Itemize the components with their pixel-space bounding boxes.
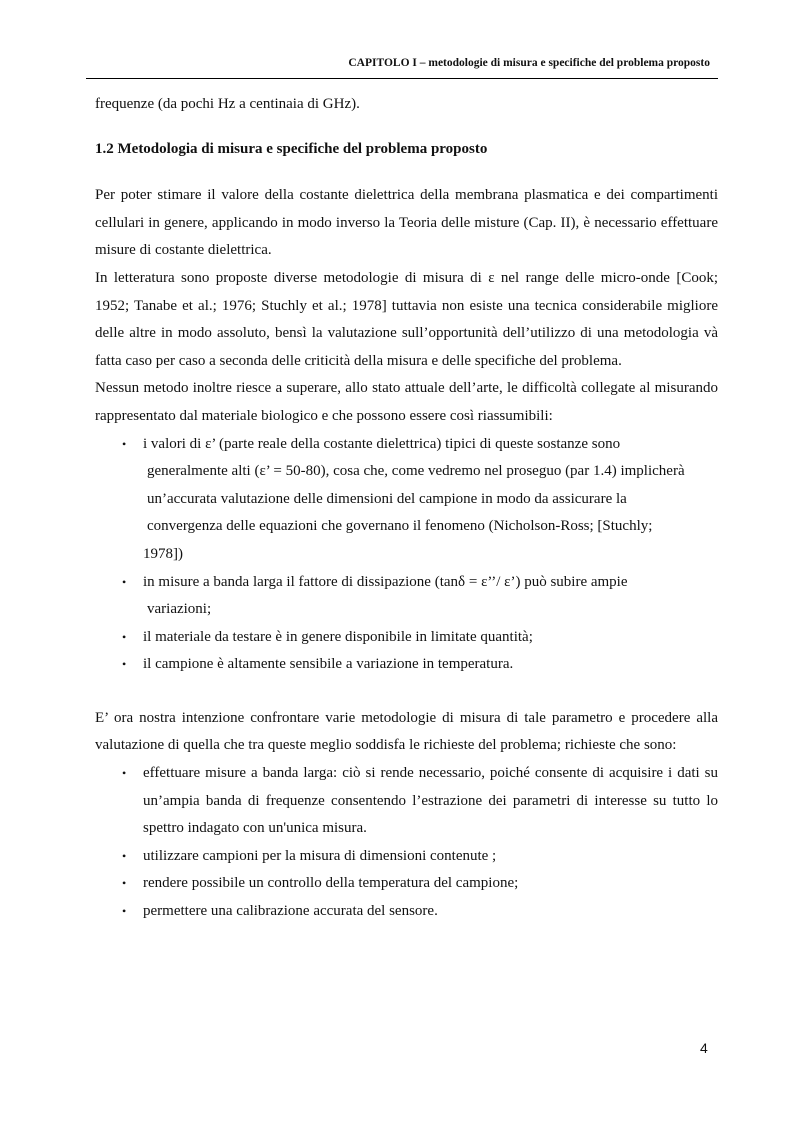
- bullet-icon: •: [122, 766, 127, 781]
- list-item-line: in misure a banda larga il fattore di dissipazione (tanδ = ε’’/ ε’) può subire ampie: [143, 573, 628, 590]
- list-item: [95, 569, 718, 624]
- difficulties-list: [95, 431, 718, 679]
- paragraph-1: Per poter stimare il valore della costante dielettrica della membrana plasmatica e dei compartimenti cellulari in genere, applicando in modo inverso la Teoria delle misture (Cap. II), è necessario effettuare misure di costante dielettrica.: [95, 187, 718, 259]
- intro-line: frequenze (da pochi Hz a centinaia di GHz).: [95, 96, 360, 112]
- list-item-line: il campione è altamente sensibile a variazione in temperatura.: [143, 656, 514, 673]
- list-item: [95, 760, 718, 843]
- list-item-text: rendere possibile un controllo della temperatura del campione;: [143, 875, 519, 892]
- list-item-line: 1978]): [143, 545, 183, 562]
- list-item-line: variazioni;: [147, 601, 212, 618]
- list-item-text: utilizzare campioni per la misura di dimensioni contenute ;: [143, 847, 497, 864]
- header-rule: [86, 78, 718, 79]
- list-item: [95, 624, 718, 652]
- bullet-icon: •: [122, 574, 127, 589]
- page-body: [95, 91, 718, 926]
- bullet-icon: •: [122, 436, 127, 451]
- page-number: 4: [700, 1040, 708, 1056]
- list-item-text: effettuare misure a banda larga: ciò si rende necessario, poiché consente di acquisire i dati su un’ampia banda di frequenze consentendo l’estrazione dei parametri di interesse su tutto lo spettro indagato con un'unica misura.: [143, 765, 718, 837]
- list-item: [95, 843, 718, 871]
- list-item: [95, 898, 718, 926]
- paragraph-2: In letteratura sono proposte diverse metodologie di misura di ε nel range delle micro-onde [Cook; 1952; Tanabe et al.; 1976; Stuchly et al.; 1978] tuttavia non esiste una tecnica considerabile migliore delle altre in modo assoluto, bensì la valutazione sull’opportunità dell’utilizzo di una metodologia và fatta caso per caso a seconda delle criticità della misura e delle specifiche del problema.: [95, 269, 718, 369]
- list-item: [95, 651, 718, 679]
- bullet-icon: •: [122, 904, 127, 919]
- list-item-text: permettere una calibrazione accurata del sensore.: [143, 903, 438, 920]
- requirements-list: [95, 760, 718, 926]
- paragraph-3: Nessun metodo inoltre riesce a superare, allo stato attuale dell’arte, le difficoltà collegate al misurando rappresentato dal materiale biologico e che possono essere così riassumibili:: [95, 380, 718, 424]
- list-item-line: convergenza delle equazioni che governano il fenomeno (Nicholson-Ross; [Stuchly;: [147, 518, 653, 535]
- running-header: CAPITOLO I – metodologie di misura e specifiche del problema proposto: [348, 57, 710, 69]
- list-item: [95, 870, 718, 898]
- list-item-line: il materiale da testare è in genere disponibile in limitate quantità;: [143, 628, 533, 645]
- bullet-icon: •: [122, 876, 127, 891]
- list-item-line: i valori di ε’ (parte reale della costante dielettrica) tipici di queste sostanze sono: [143, 435, 621, 452]
- paragraph-4: E’ ora nostra intenzione confrontare varie metodologie di misura di tale parametro e procedere alla valutazione di quella che tra queste meglio soddisfa le richieste del problema; richieste che sono:: [95, 709, 718, 754]
- bullet-icon: •: [122, 657, 127, 672]
- list-item-line: un’accurata valutazione delle dimensioni del campione in modo da assicurare la: [147, 490, 627, 507]
- list-item-line: generalmente alti (ε’ = 50-80), cosa che, come vedremo nel proseguo (par 1.4) implicherà: [147, 463, 685, 480]
- bullet-icon: •: [122, 629, 127, 644]
- bullet-icon: •: [122, 848, 127, 863]
- list-item: [95, 431, 718, 569]
- section-heading: 1.2 Metodologia di misura e specifiche del problema proposto: [95, 140, 488, 157]
